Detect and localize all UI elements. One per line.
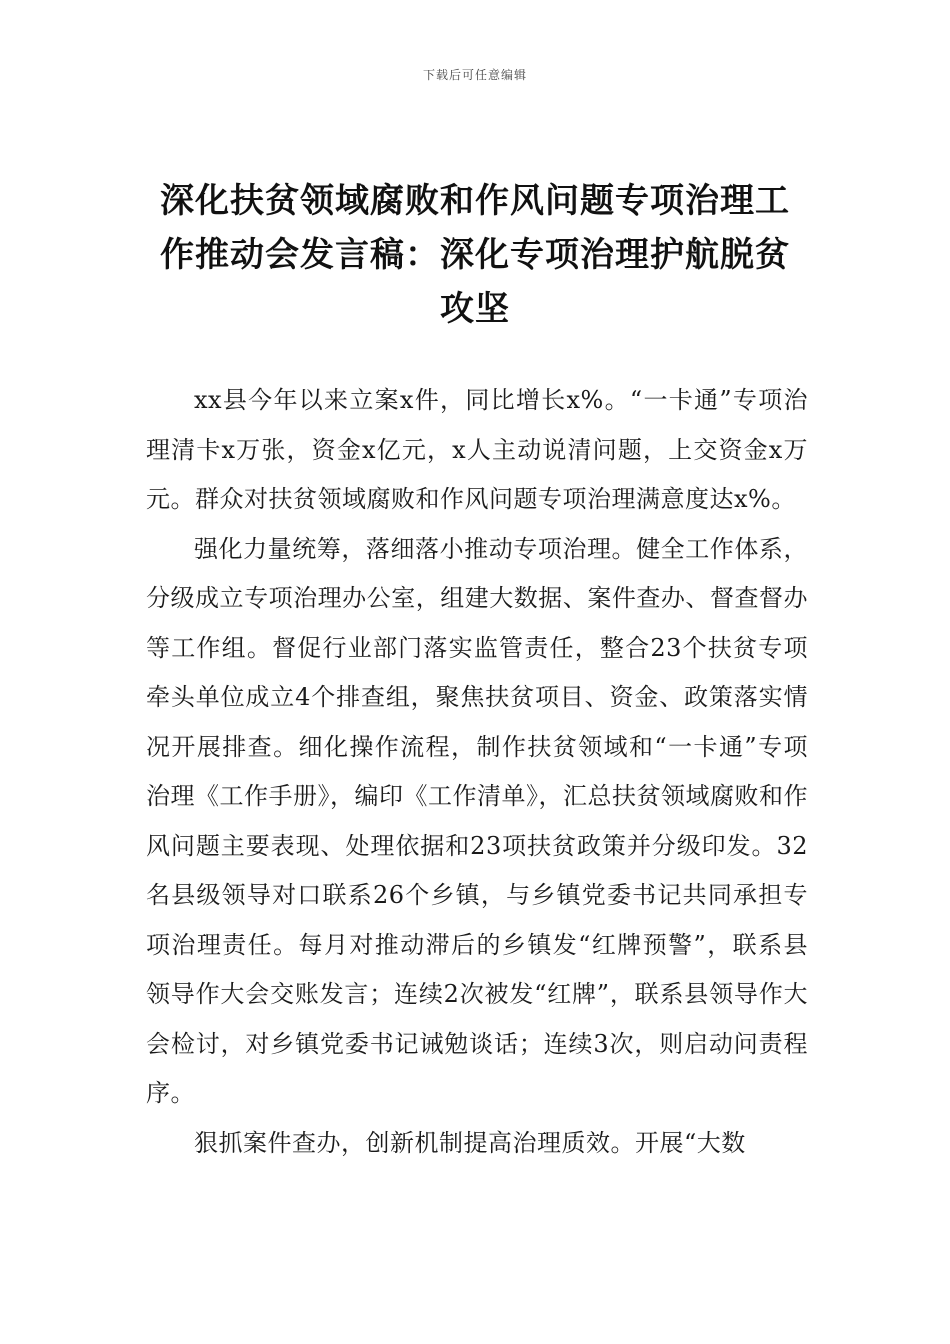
paragraph: 强化力量统筹，落细落小推动专项治理。健全工作体系，分级成立专项治理办公室，组建大数据、案件查办、督查督办等工作组。督促行业部门落实监管责任，整合23个扶贫专项牵头单位成立4个排查组，聚焦扶贫项目、资金、政策落实情况开展排查。细化操作流程，制作扶贫领域和“一卡通”专项治理《工作手册》，编印《工作清单》，汇总扶贫领域腐败和作风问题主要表现、处理依据和23项扶贫政策并分级印发。32名县级领导对口联系26个乡镇，与乡镇党委书记共同承担专项治理责任。每月对推动滞后的乡镇发“红牌预警”，联系县领导作大会交账发言；连续2次被发“红牌”，联系县领导作大会检讨，对乡镇党委书记诫勉谈话；连续3次，则启动问责程序。 bbox=[146, 534, 808, 1107]
document-title: 深化扶贫领域腐败和作风问题专项治理工作推动会发言稿：深化专项治理护航脱贫攻坚 bbox=[160, 181, 790, 329]
paragraph: 狠抓案件查办，创新机制提高治理质效。开展“大数 bbox=[194, 1128, 746, 1157]
paragraph: xx县今年以来立案x件，同比增长x%。“一卡通”专项治理清卡x万张，资金x亿元，x人主动说清问题，上交资金x万元。群众对扶贫领域腐败和作风问题专项治理满意度达x%。 bbox=[146, 386, 808, 513]
document-body bbox=[146, 376, 808, 1168]
header-note: 下载后可任意编辑 bbox=[422, 68, 527, 82]
